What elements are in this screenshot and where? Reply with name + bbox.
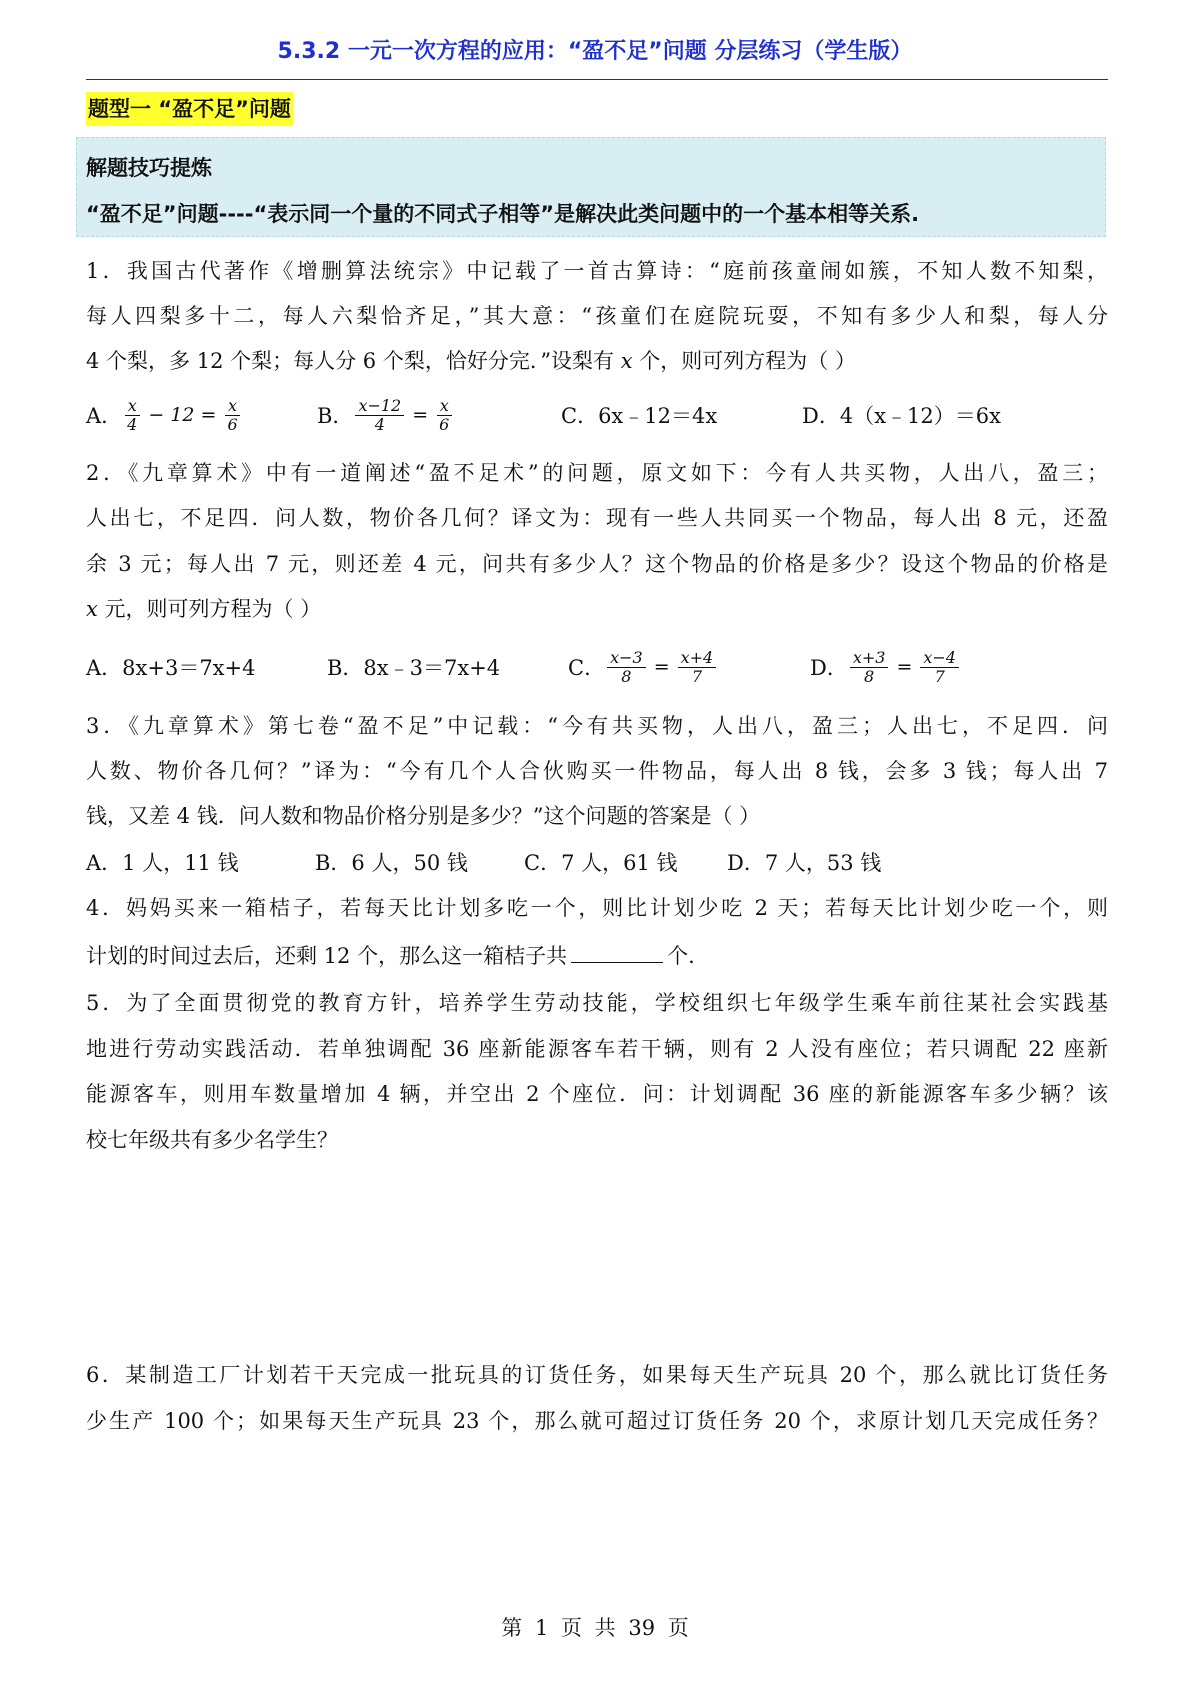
q2-line-1: 2．《九章算术》中有一道阐述“盈不足术”的问题，原文如下：今有人共买物，人出八，盈三； (86, 461, 1108, 485)
q1-line-3 (86, 346, 1108, 376)
fraction (355, 397, 404, 434)
answer-blank[interactable] (571, 940, 663, 963)
q2-line-3: 余 3 元；每人出 7 元，则还差 4 元，问共有多少人？这个物品的价格是多少？设这个物品的价格是 (86, 552, 1108, 576)
page-number: 第 1 页 共 39 页 (501, 1616, 689, 1640)
q3-line-1: 3．《九章算术》第七卷“盈不足”中记载：“今有共买物，人出八，盈三；人出七，不足四．问 (86, 714, 1108, 738)
section-heading: 题型一 “盈不足”问题 (86, 92, 293, 126)
q1-line-3-a: 4 个梨，多 12 个梨；每人分 6 个梨，恰好分完．”设梨有 (86, 349, 615, 373)
operator: = (653, 656, 670, 678)
q1-option-c[interactable]: C．6x﹣12＝4x (561, 404, 718, 428)
operator: = (412, 404, 429, 426)
q1-variable: x (620, 349, 633, 373)
q1-line-3-b: 个，则可列方程为（ ） (639, 349, 856, 373)
q1-option-b-label: B． (317, 404, 354, 428)
q5-line-3: 能源客车，则用车数量增加 4 辆，并空出 2 个座位．问：计划调配 36 座的新能源客车多少辆？该 (86, 1082, 1108, 1106)
fraction (224, 397, 240, 434)
denominator: 8 (621, 666, 632, 686)
q2-line-4-b: 元，则可列方程为（ ） (104, 597, 322, 621)
q3-option-c[interactable]: C．7 人，61 钱 (524, 851, 678, 875)
numerator: x+3 (850, 649, 889, 668)
numerator: x−4 (920, 649, 959, 668)
q2-option-c[interactable] (568, 644, 718, 690)
q1-option-a[interactable] (86, 392, 243, 438)
numerator: x−12 (355, 397, 404, 416)
q3-option-d[interactable]: D．7 人，53 钱 (727, 851, 882, 875)
q1-option-b[interactable] (317, 392, 454, 438)
q1-options (86, 392, 1108, 438)
numerator: x (437, 397, 452, 416)
denominator: 8 (864, 666, 875, 686)
q3-options (86, 839, 1108, 885)
q2-option-a[interactable]: A．8x+3＝7x+4 (86, 656, 256, 680)
q6-line-1: 6．某制造工厂计划若干天完成一批玩具的订货任务，如果每天生产玩具 20 个，那么就比订货任务 (86, 1363, 1108, 1387)
q2-line-4 (86, 594, 1108, 624)
tips-text: “盈不足”问题----“表示同一个量的不同式子相等”是解决此类问题中的一个基本相等关系. (86, 202, 920, 226)
operator: − 12 = (148, 404, 217, 426)
q6-line-2: 少生产 100 个；如果每天生产玩具 23 个，那么就可超过订货任务 20 个，求原计划几天完成任务？ (86, 1409, 1108, 1433)
q2-line-2: 人出七，不足四．问人数，物价各几何？译文为：现有一些人共同买一个物品，每人出 8 元，还盈 (86, 506, 1108, 530)
q5-line-1: 5．为了全面贯彻党的教育方针，培养学生劳动技能，学校组织七年级学生乘车前往某社会实践基 (86, 991, 1108, 1015)
fraction (920, 649, 959, 686)
q4-line-1: 4．妈妈买来一箱桔子，若每天比计划多吃一个，则比计划少吃 2 天；若每天比计划少吃一个，则 (86, 896, 1108, 920)
q3-option-a[interactable]: A．1 人，11 钱 (86, 851, 239, 875)
fraction (607, 649, 646, 686)
numerator: x+4 (678, 649, 717, 668)
q5-line-4: 校七年级共有多少名学生？ (86, 1128, 338, 1152)
q4-line-2 (86, 940, 1108, 971)
q5-line-2: 地进行劳动实践活动．若单独调配 36 座新能源客车若干辆，则有 2 人没有座位；若只调配 22 座新 (86, 1037, 1108, 1061)
q2-option-d[interactable] (810, 644, 961, 690)
q3-line-2: 人数、物价各几何？”译为：“今有几个人合伙购买一件物品，每人出 8 钱，会多 3 钱；每人出 7 (86, 759, 1108, 783)
q2-option-b[interactable]: B．8x﹣3＝7x+4 (327, 656, 501, 680)
page-title: 5.3.2 一元一次方程的应用：“盈不足”问题 分层练习（学生版） (277, 39, 913, 64)
numerator: x−3 (607, 649, 646, 668)
operator: = (896, 656, 913, 678)
q2-option-d-label: D． (810, 656, 848, 680)
denominator: 6 (227, 414, 238, 434)
fraction (124, 397, 140, 434)
q4-line-2-a: 计划的时间过去后，还剩 12 个，那么这一箱桔子共 (86, 944, 568, 968)
fraction (678, 649, 717, 686)
q2-variable: x (86, 597, 98, 621)
fraction (436, 397, 452, 434)
denominator: 4 (127, 414, 138, 434)
q1-option-a-label: A． (86, 404, 123, 428)
denominator: 4 (374, 414, 385, 434)
numerator: x (125, 397, 140, 416)
tips-box (76, 137, 1106, 237)
denominator: 7 (934, 666, 945, 686)
denominator: 7 (691, 666, 702, 686)
q3-line-3: 钱，又差 4 钱．问人数和物品价格分别是多少？”这个问题的答案是（ ） (86, 804, 761, 828)
q1-line-1: 1．我国古代著作《增删算法统宗》中记载了一首古算诗：“庭前孩童闹如簇，不知人数不知梨， (86, 259, 1108, 283)
q3-option-b[interactable]: B．6 人，50 钱 (315, 851, 468, 875)
denominator: 6 (439, 414, 450, 434)
q1-option-d[interactable]: D．4（x﹣12）＝6x (802, 404, 1001, 428)
q4-line-2-b: 个. (667, 944, 695, 968)
q2-options (86, 644, 1108, 690)
fraction (850, 649, 889, 686)
tips-title: 解题技巧提炼 (86, 156, 212, 180)
header-divider (86, 79, 1108, 80)
q1-line-2: 每人四梨多十二，每人六梨恰齐足，”其大意：“孩童们在庭院玩耍，不知有多少人和梨，每人分 (86, 304, 1108, 328)
q2-option-c-label: C． (568, 656, 606, 680)
numerator: x (225, 397, 240, 416)
